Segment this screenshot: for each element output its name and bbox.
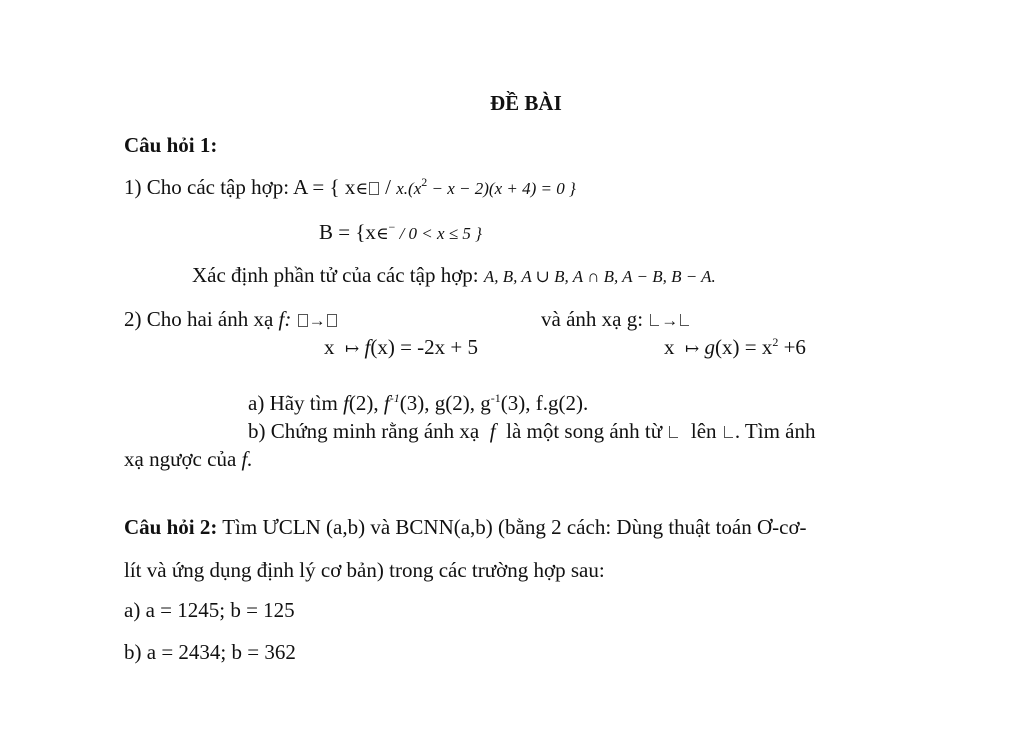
mapping-f-name: f: — [278, 307, 292, 331]
g-definition-x: x — [664, 335, 675, 359]
set-b-lead: B = {x — [319, 220, 376, 244]
arrow-icon: → — [661, 311, 679, 330]
page-title: ĐỀ BÀI — [490, 91, 562, 115]
arrow-icon: → — [308, 311, 326, 330]
set-task-sets: A, B, A ∪ B, A ∩ B, A − B, B − A. — [483, 267, 716, 286]
mapsto-icon: ↦ — [685, 339, 700, 358]
set-b-superscript: − — [388, 220, 396, 234]
missing-glyph-box — [298, 314, 308, 327]
question-2-line-1 — [124, 514, 807, 540]
set-task-line — [192, 262, 716, 290]
question-2-text-1: Tìm ƯCLN (a,b) và BCNN(a,b) (bằng 2 cách: Dùng thuật toán Ơ-cơ- — [217, 515, 807, 539]
g-definition-rest-a: (x) = x — [715, 335, 773, 359]
set-a-line — [124, 174, 576, 202]
set-b-condition: / 0 < x ≤ 5 } — [395, 224, 482, 243]
set-a-lead: 1) Cho các tập hợp: A = { x — [124, 175, 356, 199]
part-b-line — [248, 418, 816, 444]
question-2-text-2: lít và ứng dụng định lý cơ bản) trong các trường hợp sau: — [124, 558, 605, 582]
missing-glyph-corner — [650, 314, 659, 326]
set-a-square: 2 — [421, 175, 428, 189]
set-task-text: Xác định phần tử của các tập hợp: — [192, 263, 479, 287]
g-definition-rest-b: +6 — [778, 335, 806, 359]
g-definition-line — [664, 334, 806, 362]
set-a-slash: / — [379, 175, 397, 199]
set-b-line — [319, 219, 482, 247]
part-a-text-4: (3), f.g(2). — [500, 391, 589, 415]
part-b-f: f — [489, 419, 496, 443]
part-b-text-2: là một song ánh từ — [506, 419, 663, 443]
g-definition-fn: g — [704, 335, 715, 359]
part-a-finv: f — [383, 391, 390, 415]
missing-glyph-box — [369, 182, 379, 195]
mapping-g-line — [541, 306, 691, 334]
set-b-element-of: ∈ — [375, 224, 389, 243]
missing-glyph-box — [327, 314, 337, 327]
f-definition-fn: f — [364, 335, 371, 359]
missing-glyph-corner — [724, 426, 733, 438]
part-a-g-inverse-exp: -1 — [490, 391, 501, 405]
f-definition-line — [324, 334, 478, 362]
element-of-symbol: ∈ — [355, 179, 368, 198]
part-b-text-4: . Tìm ánh — [734, 419, 816, 443]
part-a-f-inverse-exp: -1 — [389, 391, 400, 405]
mapsto-icon: ↦ — [345, 339, 360, 358]
part-b-text-3: lên — [690, 419, 717, 443]
question-2-case-b: b) a = 2434; b = 362 — [124, 640, 296, 664]
mapping-lead: 2) Cho hai ánh xạ — [124, 307, 274, 331]
part-a-f: f — [343, 391, 349, 415]
f-definition-x: x — [324, 335, 335, 359]
part-b-line-2 — [124, 446, 253, 472]
mapping-f-line — [124, 306, 338, 334]
question-1-heading: Câu hỏi 1: — [124, 133, 218, 157]
f-definition-rest: (x) = -2x + 5 — [370, 335, 479, 359]
missing-glyph-corner — [680, 314, 689, 326]
part-a-text-1: a) Hãy tìm — [248, 391, 338, 415]
set-a-expression-rest: − x − 2)(x + 4) = 0 } — [427, 179, 576, 198]
set-a-expression: x.(x — [396, 179, 422, 198]
part-a-text-3: (3), g(2), g — [399, 391, 491, 415]
part-a-line — [248, 390, 588, 416]
question-2-heading: Câu hỏi 2: — [124, 515, 218, 539]
question-2-case-a: a) a = 1245; b = 125 — [124, 598, 295, 622]
part-a-text-2: (2), — [348, 391, 379, 415]
part-b-line2-f: f. — [241, 447, 253, 471]
part-b-text-1: b) Chứng minh rằng ánh xạ — [248, 419, 480, 443]
missing-glyph-corner — [669, 426, 678, 438]
g-definition-square: 2 — [772, 335, 779, 349]
mapping-g-lead: và ánh xạ g: — [541, 307, 644, 331]
part-b-line2-text: xạ ngược của — [124, 447, 237, 471]
